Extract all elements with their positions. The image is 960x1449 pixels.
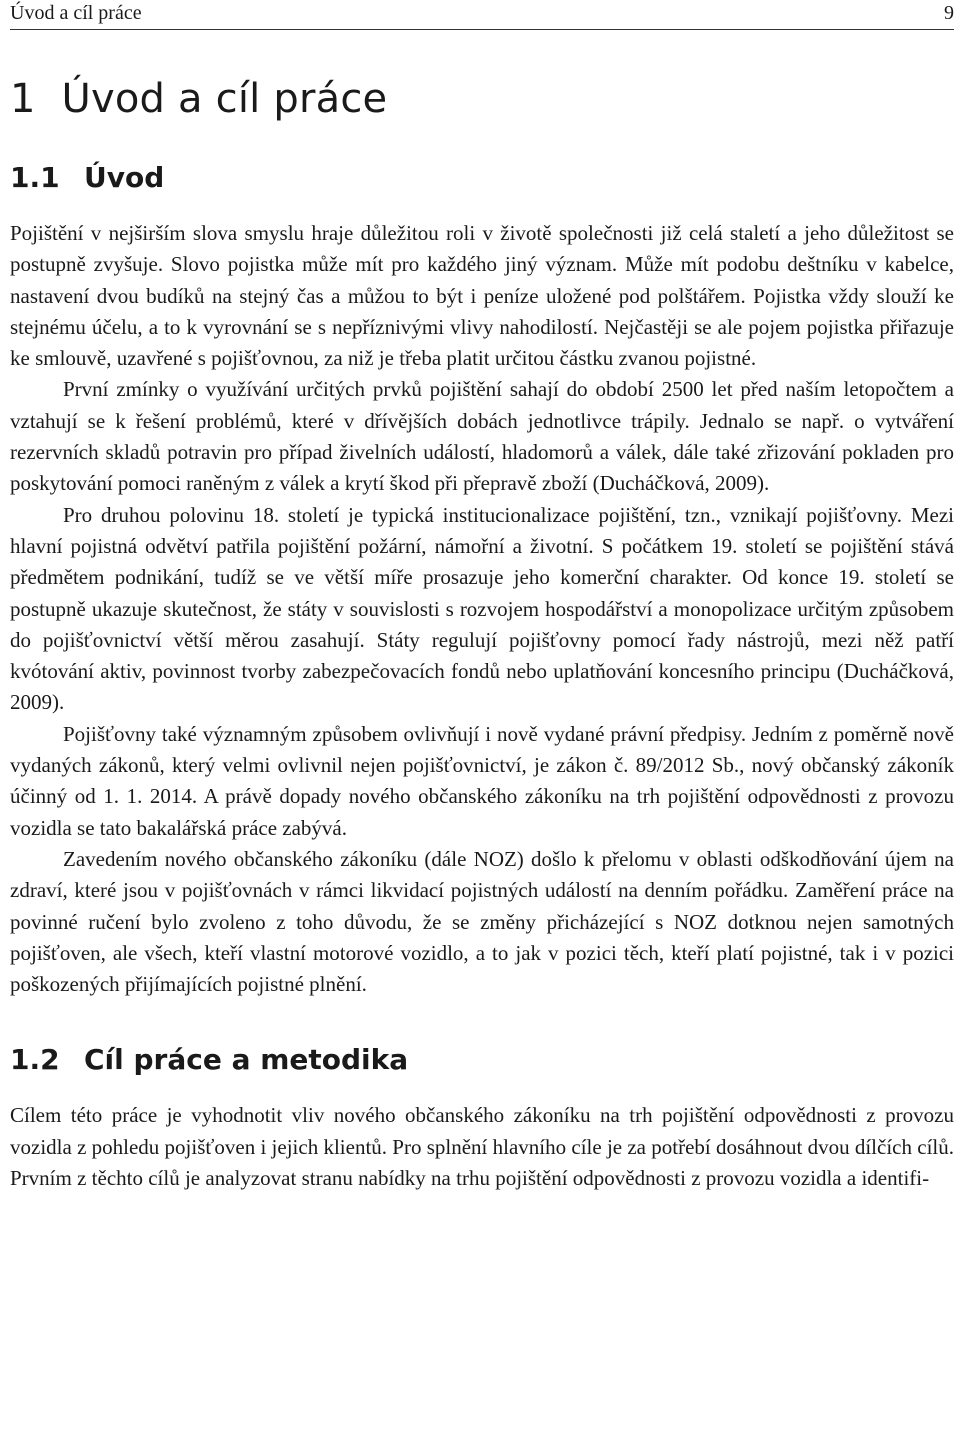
chapter-title-text: Úvod a cíl práce [61, 76, 388, 122]
page-number: 9 [944, 2, 954, 24]
chapter-number: 1 [10, 76, 36, 122]
paragraph: Pro druhou polovinu 18. století je typická institucionalizace pojištění, tzn., vznikají pojišťovny. Mezi hlavní pojistná odvětví patřila pojištění požární, námořní a životní. S počátkem 19. století se pojištění stává předmětem podnikání, tudíž se ve větší míře prosazuje jeho komerční charakter. Od konce 19. století se postupně ukazuje skutečnost, že státy v souvislosti s rozvojem hospodářství a monopolizace určitým způsobem do pojišťovnictví větší měrou zasahují. Státy regulují pojišťovny pomocí řady nástrojů, mezi něž patří kvótování aktiv, povinnost tvorby zabezpečovacích fondů nebo uplatňování koncesního principu (Ducháčková, 2009). [10, 502, 954, 715]
section-number: 1.2 [10, 1043, 60, 1077]
section-number: 1.1 [10, 161, 60, 194]
section-body-cil [10, 1100, 954, 1194]
section-title: Cíl práce a metodika [84, 1043, 409, 1077]
paragraph: První zmínky o využívání určitých prvků pojištění sahají do období 2500 let před naším letopočtem a vztahují se k řešení problémů, které v dřívějších dobách jednotlivce trápily. Jednalo se např. o vytváření rezervních skladů potravin pro případ živelních událostí, hladomorů a válek, dále také zřizování pokladen pro poskytování pomoci raněným z válek a krytí škod při přepravě zboží (Ducháčková, 2009). [10, 377, 954, 496]
section-title: Úvod [84, 161, 165, 194]
document-page [10, 0, 954, 1194]
paragraph: Zavedením nového občanského zákoníku (dále NOZ) došlo k přelomu v oblasti odškodňování újem na zdraví, které jsou v pojišťovnách v rámci likvidací pojistných událostí na denním pořádku. Zaměření práce na povinné ručení bylo zvoleno z toho důvodu, že se změny přicházející s NOZ dotknou nejen samotných pojišťoven, ale všech, kteří vlastní motorové vozidlo, a to jak v pozici těch, kteří platí pojistné, tak i v pozici poškozených přijímajících pojistné plnění. [10, 846, 954, 997]
running-title: Úvod a cíl práce [10, 2, 142, 24]
paragraph: Cílem této práce je vyhodnotit vliv nového občanského zákoníku na trh pojištění odpovědnosti z provozu vozidla z pohledu pojišťoven i jejich klientů. Pro splnění hlavního cíle je za potřebí dosáhnout dvou dílčích cílů. Prvním z těchto cílů je analyzovat stranu nabídky na trhu pojištění odpovědnosti z provozu vozidla a identifi- [10, 1103, 954, 1191]
paragraph: Pojišťovny také významným způsobem ovlivňují i nově vydané právní předpisy. Jedním z poměrně nově vydaných zákonů, který velmi ovlivnil nejen pojišťovnictví, je zákon č. 89/2012 Sb., nový občanský zákoník účinný od 1. 1. 2014. A právě dopady nového občanského zákoníku na trh pojištění odpovědnosti z provozu vozidla se tato bakalářská práce zabývá. [10, 721, 954, 840]
section-heading-cil [10, 1042, 954, 1078]
section-heading-uvod [10, 160, 954, 196]
running-header [10, 0, 954, 30]
chapter-title [10, 74, 954, 124]
paragraph: Pojištění v nejširším slova smyslu hraje důležitou roli v životě společnosti již celá staletí a jeho důležitost se postupně zvyšuje. Slovo pojistka může mít pro každého jiný význam. Může mít podobu deštníku v kabelce, nastavení dvou budíků na stejný čas a můžou to být i peníze uložené pod polštářem. Pojistka vždy slouží ke stejnému účelu, a to k vyrovnání se s nepříznivými vlivy nahodilostí. Nejčastěji se ale pojem pojistka přiřazuje ke smlouvě, uzavřené s pojišťovnou, za niž je třeba platit určitou částku zvanou pojistné. [10, 221, 954, 371]
section-body-uvod [10, 218, 954, 1000]
